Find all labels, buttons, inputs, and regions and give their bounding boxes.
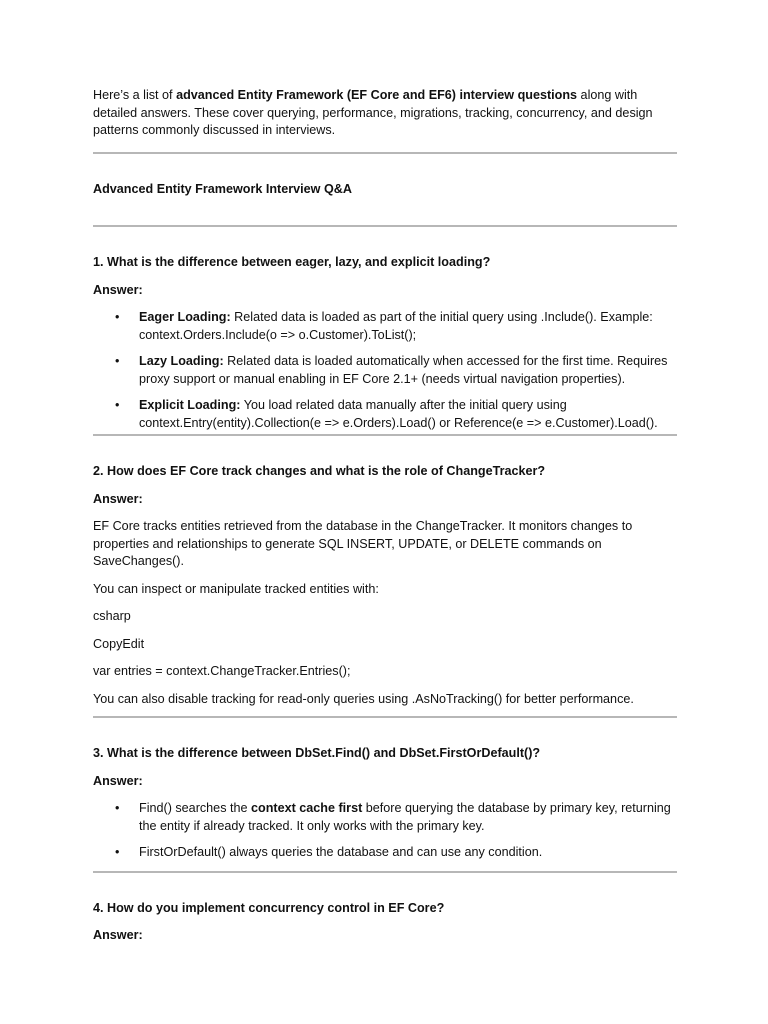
intro-paragraph	[93, 87, 677, 140]
answer-label: Answer:	[93, 773, 143, 788]
question-2-paragraph: You can inspect or manipulate tracked entities with:	[93, 581, 379, 596]
list-item-bold-text: context cache first	[251, 801, 363, 815]
answer-label: Answer:	[93, 491, 143, 506]
code-line: var entries = context.ChangeTracker.Entries();	[93, 664, 351, 678]
answer-label: Answer:	[93, 928, 143, 942]
list-item-label: Explicit Loading:	[139, 398, 241, 412]
document-page	[93, 87, 677, 955]
question-1-list	[93, 309, 677, 432]
divider	[93, 225, 677, 227]
answer-label: Answer:	[93, 282, 143, 297]
question-2-paragraph: EF Core tracks entities retrieved from the database in the ChangeTracker. It monitors changes to properties and relationships to generate SQL INSERT, UPDATE, or DELETE commands on SaveChanges().	[93, 519, 633, 568]
divider	[93, 434, 677, 436]
list-item	[93, 353, 677, 388]
list-item-text: before querying the database by primary key, returning the entity if already tracked. It only works with the primary key.	[139, 801, 671, 833]
divider	[93, 152, 677, 154]
list-item	[93, 800, 677, 835]
list-item-label: Eager Loading:	[139, 310, 231, 324]
question-4-heading: 4. How do you implement concurrency control in EF Core?	[93, 900, 445, 915]
list-item-text: You load related data manually after the initial query using context.Entry(entity).Collection(e => e.Orders).Load() or Reference(e => e.Customer).Load().	[139, 398, 658, 430]
divider	[93, 716, 677, 718]
question-2-paragraph: You can also disable tracking for read-only queries using .AsNoTracking() for better performance.	[93, 691, 634, 706]
list-item	[93, 309, 677, 344]
document-title: Advanced Entity Framework Interview Q&A	[93, 181, 352, 196]
list-item-text: Related data is loaded as part of the initial query using .Include(). Example: context.Orders.Include(o => o.Customer).ToList();	[139, 310, 653, 342]
list-item-text: Find() searches the	[139, 801, 251, 815]
list-item-label: Lazy Loading:	[139, 354, 224, 368]
list-item-text: Related data is loaded automatically when accessed for the first time. Requires proxy support or manual enabling in EF Core 2.1+ (needs virtual navigation properties).	[139, 354, 668, 386]
intro-text-end: along with detailed answers. These cover querying, performance, migrations, tracking, concurrency, and design patterns commonly discussed in interviews.	[93, 88, 653, 137]
question-3-heading: 3. What is the difference between DbSet.Find() and DbSet.FirstOrDefault()?	[93, 746, 541, 760]
copy-edit-label: CopyEdit	[93, 636, 145, 651]
question-2-heading: 2. How does EF Core track changes and what is the role of ChangeTracker?	[93, 464, 546, 478]
divider	[93, 871, 677, 873]
list-item	[93, 397, 677, 432]
question-1-heading: 1. What is the difference between eager, lazy, and explicit loading?	[93, 255, 491, 269]
intro-bold-text: advanced Entity Framework (EF Core and EF6) interview questions	[176, 88, 578, 102]
list-item	[93, 844, 677, 862]
list-item-text: FirstOrDefault() always queries the database and can use any condition.	[139, 845, 543, 859]
question-3-list	[93, 800, 677, 862]
intro-text-start: Here’s a list of	[93, 88, 177, 102]
code-language-label: csharp	[93, 609, 131, 623]
